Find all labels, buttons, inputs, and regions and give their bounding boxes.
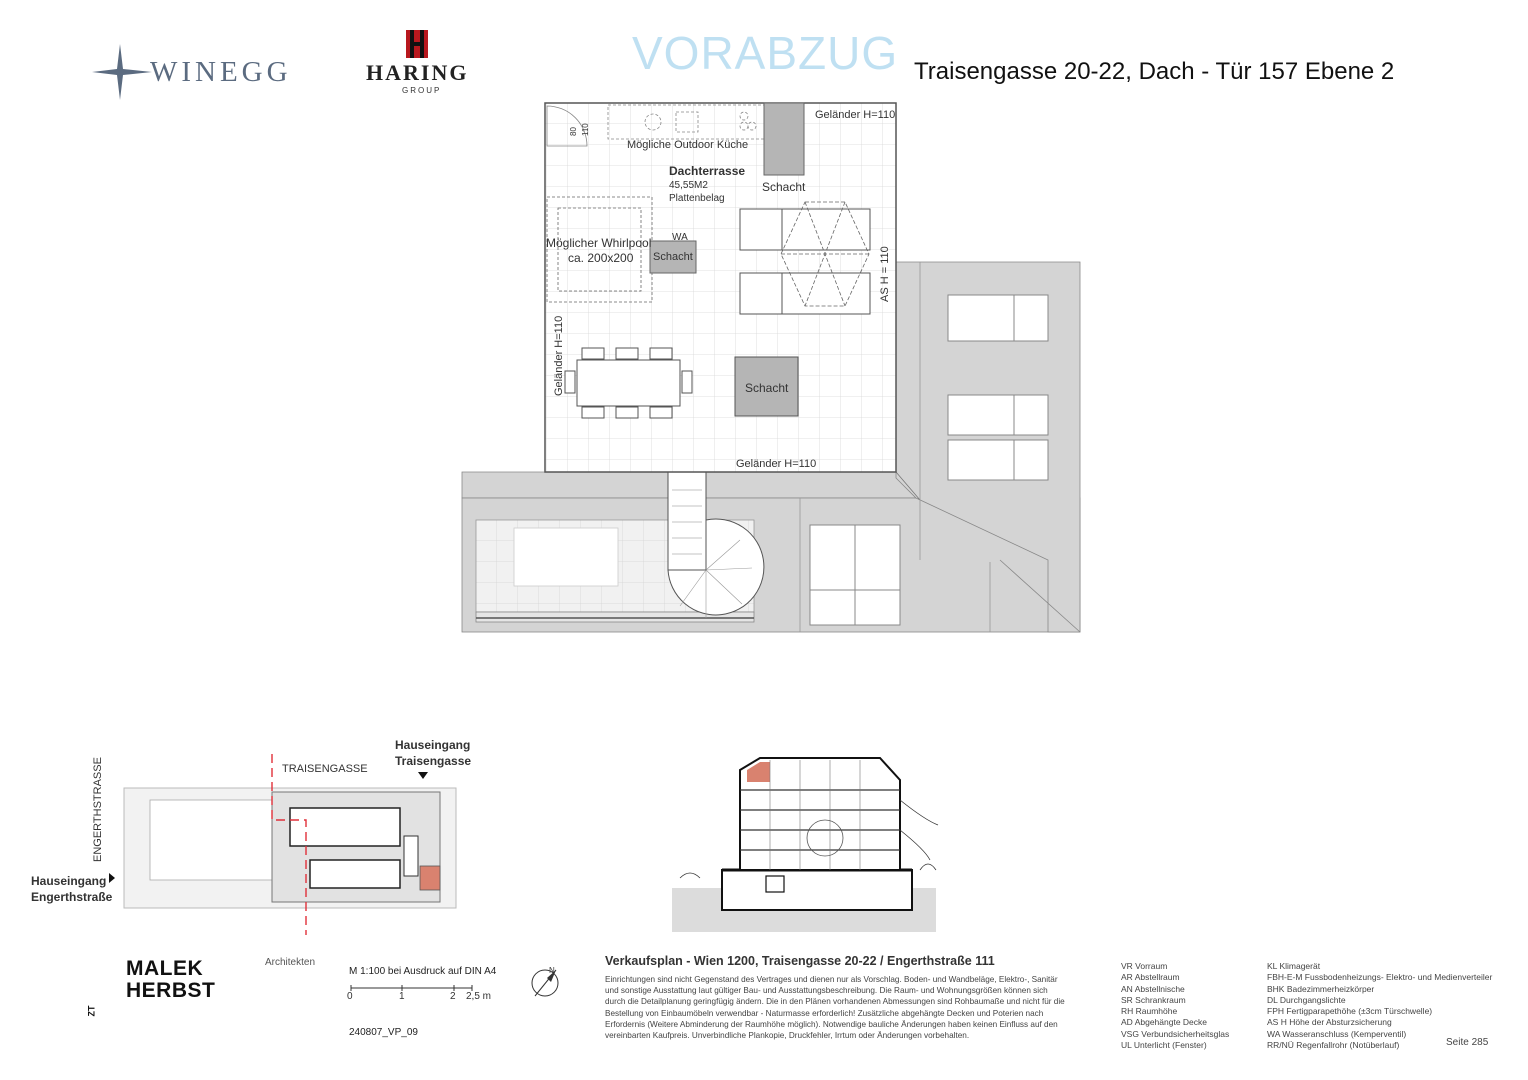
- terrace-floor: Plattenbelag: [669, 193, 725, 204]
- scale-text: M 1:100 bei Ausdruck auf DIN A4: [349, 966, 497, 977]
- legend-item: VSG Verbundsicherheitsglas: [1121, 1028, 1230, 1039]
- scale-tick-0: 0: [347, 991, 353, 1002]
- terrace-name: Dachterrasse: [669, 164, 746, 178]
- site-key-plan: [109, 754, 456, 935]
- north-label: N: [549, 966, 555, 975]
- whirlpool-label-2: ca. 200x200: [568, 251, 634, 265]
- scale-tick-2: 2: [450, 991, 456, 1002]
- entrance-engerth-line2: Engerthstraße: [31, 890, 113, 904]
- legend-item: RH Raumhöhe: [1121, 1006, 1178, 1017]
- legend-item: AR Abstellraum: [1121, 972, 1180, 983]
- building-section: [672, 758, 938, 932]
- haring-subtitle: GROUP: [402, 86, 442, 95]
- legend-item: AD Abgehängte Decke: [1121, 1017, 1208, 1028]
- street-traisengasse: TRAISENGASSE: [282, 763, 368, 775]
- shaft-top-label: Schacht: [762, 180, 806, 194]
- shaft-wa-label: Schacht: [653, 251, 693, 263]
- disclaimer: Einrichtungen sind nicht Gegenstand des Vertrages und dienen nur als Vorschlag. Boden- und Wandbeläge, Elektro-, Sanitär und sonstige Ausstattung laut gültiger Bau- und Ausstattungsbeschreibung. Die Raum- und Wohnungsgrößen können sich durch die Detailplanung geringfügig ändern. Die in den Plänen vorhandenen Abmessungen sind Rohbaumaße und nicht für die Bestellung von Einbaumöbeln verwendbar - Naturmasse erforderlich! Zusätzliche abgehängte Decken und Poterien nach Erfordernis (Weitere Abminderung der Raumhöhe möglich). Notwendige bauliche Änderungen haben keinen Einfluss auf den vereinbarten Kaufpreis. Unverbindliche Plankopie, Druckfehler, Irrtum oder Änderungen vorbehalten.: [605, 975, 1065, 1041]
- watermark: VORABZUG: [632, 27, 899, 79]
- legend-item: AS H Höhe der Absturzsicherung: [1267, 1017, 1392, 1028]
- legend-item: WA Wasseranschluss (Kemperventil): [1267, 1028, 1407, 1039]
- legend-item: BHK Badezimmerheizkörper: [1267, 983, 1375, 994]
- winegg-wordmark: WINEGG: [150, 56, 292, 88]
- terrace-area: 45,55M2: [669, 180, 708, 191]
- railing-right-label: AS H = 110: [879, 246, 891, 302]
- haring-wordmark: HARING: [366, 60, 469, 85]
- scale-tick-25: 2,5 m: [466, 991, 492, 1002]
- legend-item: DL Durchgangslichte: [1267, 994, 1346, 1005]
- legend-item: VR Vorraum: [1121, 961, 1168, 971]
- shaft-top: [764, 103, 804, 175]
- legend-item: SR Schrankraum: [1121, 994, 1186, 1005]
- legend-item: FBH-E-M Fussbodenheizungs- Elektro- und Medienverteiler: [1267, 972, 1493, 983]
- kitchen-dim-a: 80: [569, 127, 578, 136]
- legend-left: [1121, 961, 1229, 1051]
- legend-item: RR/NÜ Regenfallrohr (Notüberlauf): [1267, 1040, 1400, 1051]
- street-engerthstrasse: ENGERTHSTRASSE: [92, 757, 104, 862]
- railing-left-label: Geländer H=110: [553, 315, 565, 396]
- unit-highlight: [420, 866, 440, 890]
- architect-name-2: HERBST: [126, 979, 216, 1002]
- architect-name-1: MALEK: [126, 957, 204, 980]
- whirlpool-label-1: Möglicher Whirlpool: [546, 236, 652, 250]
- legend-item: UL Unterlicht (Fenster): [1121, 1040, 1207, 1051]
- legend-item: AN Abstellnische: [1121, 983, 1185, 994]
- plan-code: 240807_VP_09: [349, 1027, 418, 1038]
- page-title: Traisengasse 20-22, Dach - Tür 157 Ebene 2: [914, 58, 1395, 85]
- entrance-traisengasse-line1: Hauseingang: [395, 738, 471, 752]
- kitchen-label: Mögliche Outdoor Küche: [627, 139, 749, 151]
- railing-bottom-label: Geländer H=110: [736, 458, 817, 470]
- zt-label: ZT: [86, 1005, 97, 1017]
- entrance-traisengasse-line2: Traisengasse: [395, 754, 472, 768]
- page-number: Seite 285: [1446, 1037, 1489, 1048]
- shaft-center-label: Schacht: [745, 381, 789, 395]
- scale-tick-1: 1: [399, 991, 405, 1002]
- legend-item: KL Klimagerät: [1267, 961, 1321, 971]
- architect-role: Architekten: [265, 957, 316, 968]
- wa-label: WA: [672, 232, 688, 243]
- kitchen-dim-b: 110: [581, 123, 590, 136]
- plan-heading: Verkaufsplan - Wien 1200, Traisengasse 20-22 / Engerthstraße 111: [605, 954, 995, 968]
- legend-item: FPH Fertigparapethöhe (±3cm Türschwelle): [1267, 1006, 1433, 1017]
- architect-logo: [126, 958, 215, 1002]
- railing-top-label: Geländer H=110: [815, 109, 896, 121]
- entrance-engerth-line1: Hauseingang: [31, 874, 107, 888]
